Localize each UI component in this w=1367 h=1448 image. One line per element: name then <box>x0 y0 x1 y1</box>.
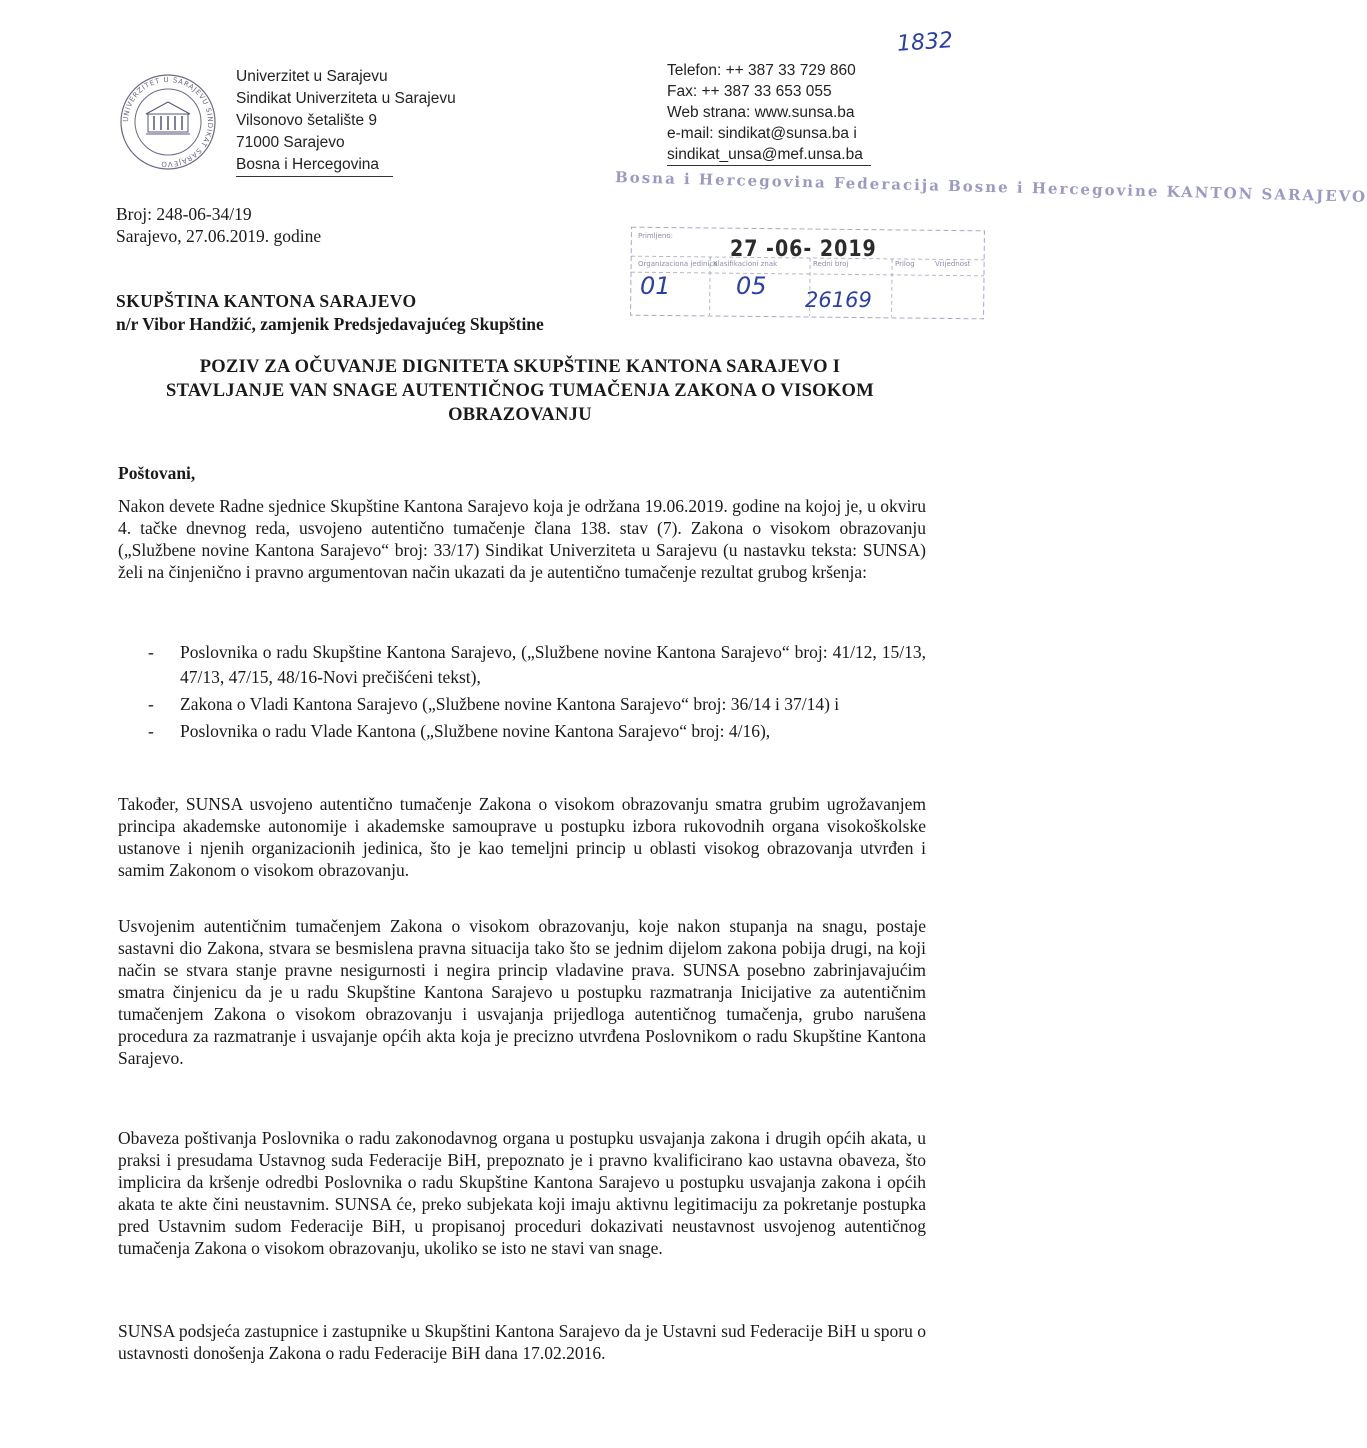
organization-address <box>236 66 456 177</box>
stamp-label-org: Organizaciona jedinica <box>638 260 718 268</box>
stamp-code-class: 05 <box>736 272 767 300</box>
contact-info <box>667 60 871 166</box>
stamp-label-received: Primljeno: <box>638 232 674 240</box>
org-line-union: Sindikat Univerziteta u Sarajevu <box>236 90 456 107</box>
org-line-country: Bosna i Hercegovina <box>236 154 393 177</box>
recipient-name: SKUPŠTINA KANTONA SARAJEVO <box>116 291 417 311</box>
stamp-label-attach: Prilog <box>895 260 915 268</box>
list-item <box>148 719 926 744</box>
stamp-label-value: Vrijednost <box>935 260 971 268</box>
title-line-3: OBRAZOVANJU <box>448 405 592 425</box>
title-line-1: POZIV ZA OČUVANJE DIGNITETA SKUPŠTINE KANTONA SARAJEVO I <box>199 357 841 377</box>
bullet-marker: - <box>148 694 154 714</box>
stamp-code-number: 26169 <box>805 288 872 312</box>
stamp-date: 27 -06- 2019 <box>730 236 877 262</box>
stamp-label-class: Klasifikacioni znak <box>713 260 778 268</box>
list-item-text: Zakona o Vladi Kantona Sarajevo („Službene novine Kantona Sarajevo“ broj: 36/14 i 37/14) i <box>180 694 840 714</box>
salutation: Poštovani, <box>118 463 196 483</box>
bullet-marker: - <box>148 721 154 741</box>
org-line-university: Univerzitet u Sarajevu <box>236 68 388 85</box>
paragraph-2: Također, SUNSA usvojeno autentično tumačenje Zakona o visokom obrazovanju smatra grubim ugrožavanjem principa akademske autonomije i akademske samouprave u postupku izbora rukovodnih organa visokoškolske ustanove i njenih organizacionih jedinica, što je kao temeljni princip u oblasti visokog obrazovanja utvrđen i samim Zakonom o visokom obrazovanju. <box>118 794 926 880</box>
stamp-header: Bosna i Hercegovina Federacija Bosne i Hercegovine KANTON SARAJEVO <box>614 168 1367 206</box>
list-item <box>148 640 926 690</box>
contact-fax: Fax: ++ 387 33 653 055 <box>667 83 832 100</box>
org-line-city: 71000 Sarajevo <box>236 134 345 151</box>
paragraph-4: Obaveza poštivanja Poslovnika o radu zakonodavnog organa u postupku usvajanja zakona i drugih općih akata, u praksi i presudama Ustavnog suda Federacije BiH, prepoznato je i pravno kvalificirano kao ustavna obaveza, što implicira da kršenje odredbi Poslovnika o radu Skupštine Kantona Sarajevo u postupku usvajanja zakona i općih akata te akte čini neustavnim. SUNSA će, preko subjekata koji imaju aktivnu legitimaciju za pokretanje postupka pred Ustavnim sudom Federacije BiH, u propisanoj proceduri dokazivati neustavnost usvojenog autentičnog tumačenja Zakona o visokom obrazovanju, ukoliko se isto ne stavi van snage. <box>118 1128 926 1258</box>
stamp-label-number: Redni broj <box>813 260 849 268</box>
contact-email-2[interactable]: sindikat_unsa@mef.unsa.ba <box>667 144 871 166</box>
document-title <box>130 355 910 427</box>
violations-list <box>148 640 926 746</box>
recipient-attention: n/r Vibor Handžić, zamjenik Predsjedavajućeg Skupštine <box>116 314 544 334</box>
title-line-2: STAVLJANJE VAN SNAGE AUTENTIČNOG TUMAČENJA ZAKONA O VISOKOM <box>166 381 874 401</box>
seal-text: UNIVERZITET U SARAJEVU SINDIKAT SARAJEVO <box>121 75 215 169</box>
recipient-block <box>116 290 544 336</box>
contact-web[interactable]: Web strana: www.sunsa.ba <box>667 104 855 121</box>
contact-phone: Telefon: ++ 387 33 729 860 <box>667 62 856 79</box>
paragraph-1: Nakon devete Radne sjednice Skupštine Kantona Sarajevo koja je održana 19.06.2019. godine na kojoj je, u okviru 4. tačke dnevnog reda, usvojeno autentično tumačenje člana 138. stav (7). Zakona o visokom obrazovanju („Službene novine Kantona Sarajevo“ broj: 33/17) Sindikat Univerziteta u Sarajevu (u nastavku teksta: SUNSA) želi na činjenično i pravno argumentovan način ukazati da je autentično tumačenje rezultat grubog kršenja: <box>118 496 926 582</box>
reference-block <box>116 203 321 247</box>
bullet-marker: - <box>148 642 154 662</box>
list-item-text: Poslovnika o radu Skupštine Kantona Sarajevo, („Službene novine Kantona Sarajevo“ broj: 41/12, 15/13, 47/13, 47/15, 48/16-Novi prečišćeni tekst), <box>180 642 926 687</box>
paragraph-3: Usvojenim autentičnim tumačenjem Zakona o visokom obrazovanju, koje nakon stupanja na snagu, postaje sastavni dio Zakona, stvara se besmislena pravna situacija tako što se jednim dijelom zakona pobija drugi, na koji način se stvara stanje pravne nesigurnosti i negira princip vladavine prava. SUNSA posebno zabrinjavajućim smatra činjenicu da je u radu Skupštine Kantona Sarajevo u postupku razmatranja Inicijative za autentičnim tumačenjem Zakona o visokom obrazovanju i usvajanja prijedloga autentičnog tumačenja, grubo narušena procedura za razmatranje i usvajanje općih akta koja je precizno utvrđena Poslovnikom o radu Skupštine Kantona Sarajevo. <box>118 916 926 1068</box>
list-item-text: Poslovnika o radu Vlade Kantona („Službene novine Kantona Sarajevo“ broj: 4/16), <box>180 721 771 741</box>
university-seal-icon <box>118 72 218 172</box>
contact-email-1[interactable]: e-mail: sindikat@sunsa.ba i <box>667 125 857 142</box>
handwritten-number: 1832 <box>896 28 954 57</box>
reference-place-date: Sarajevo, 27.06.2019. godine <box>116 226 322 246</box>
reference-number: Broj: 248-06-34/19 <box>116 204 252 224</box>
paragraph-5: SUNSA podsjeća zastupnice i zastupnike u Skupštini Kantona Sarajevo da je Ustavni sud Federacije BiH u sporu o ustavnosti donošenja Zakona o radu Federacije BiH dana 17.02.2016. <box>118 1321 926 1363</box>
org-line-street: Vilsonovo šetalište 9 <box>236 112 378 129</box>
stamp-code-org: 01 <box>640 272 671 300</box>
list-item <box>148 692 926 717</box>
